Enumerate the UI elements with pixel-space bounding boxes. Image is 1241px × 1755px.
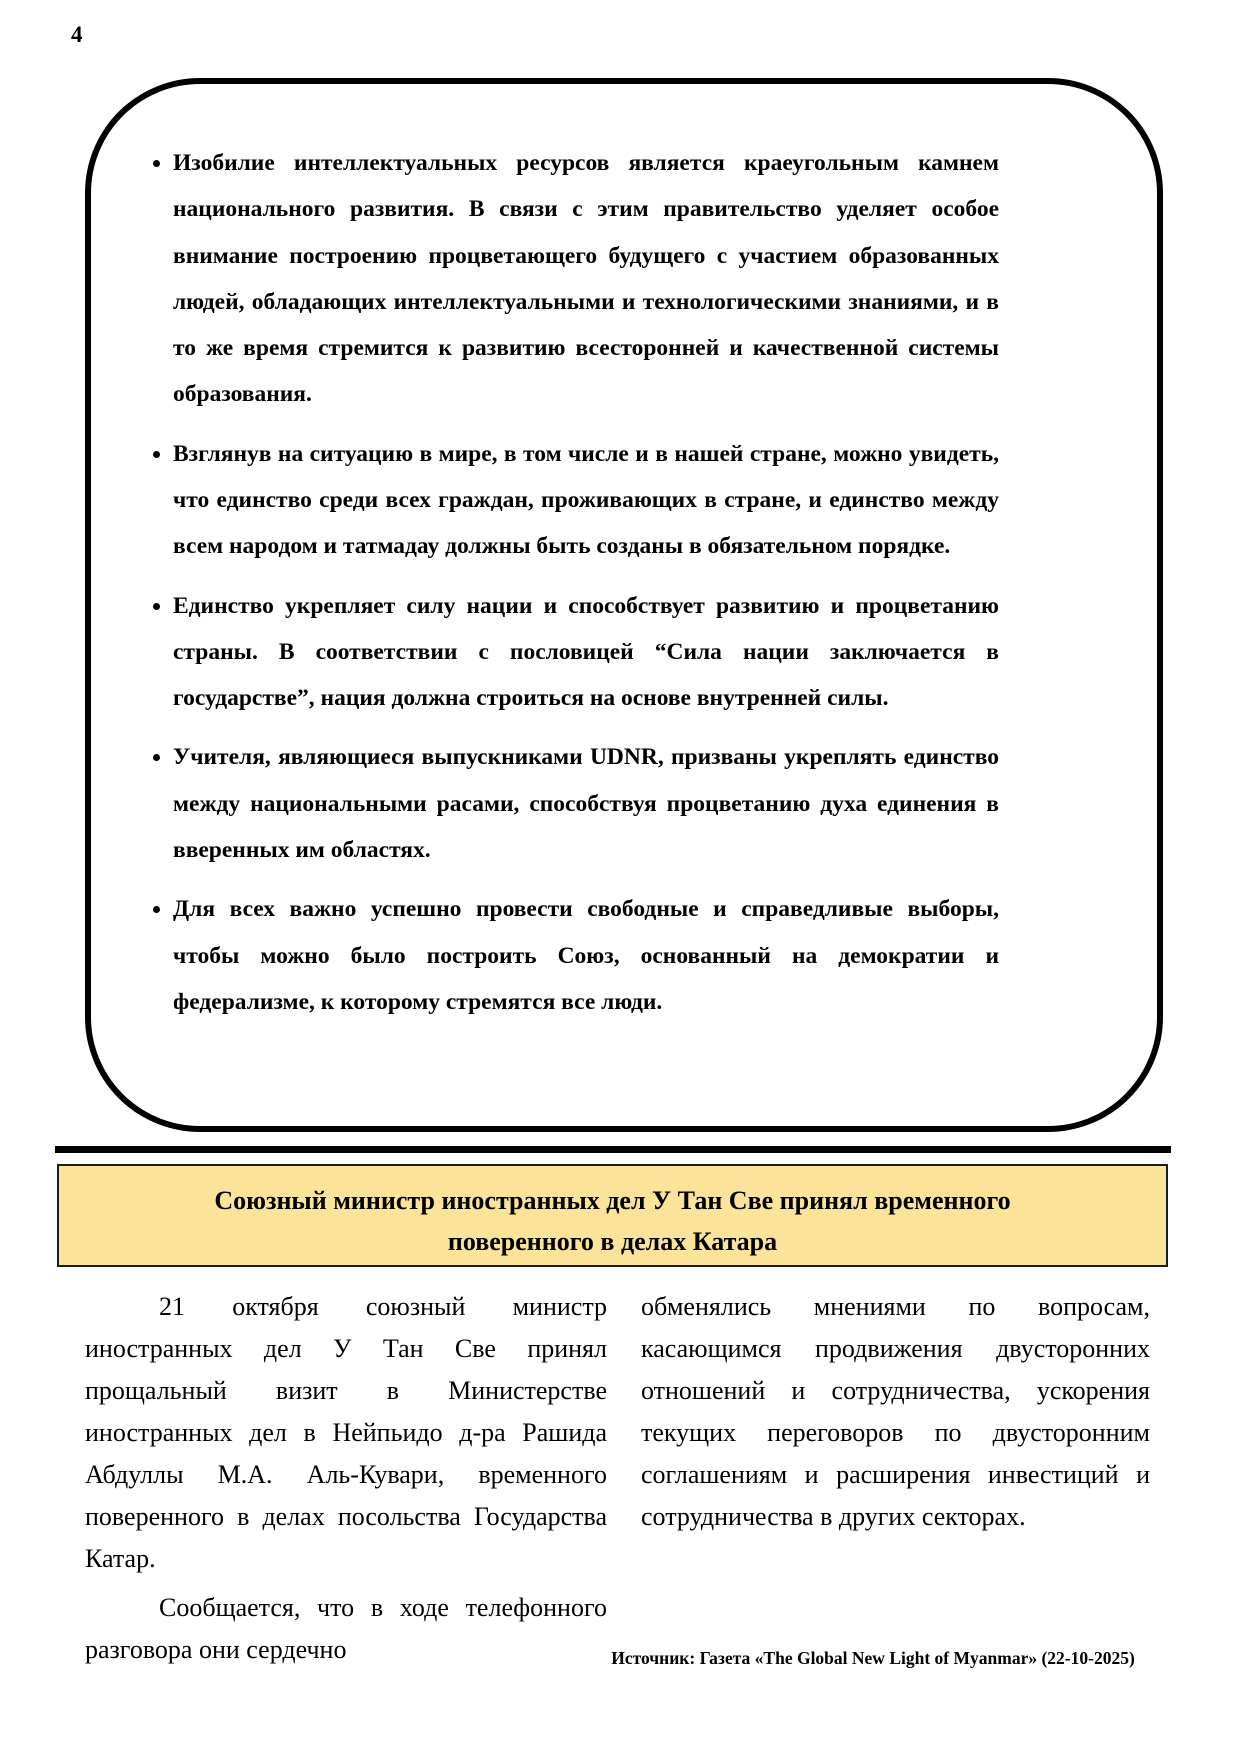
article-title-line: поверенного в делах Катара [447, 1227, 778, 1256]
source-attribution: Источник: Газета «The Global New Light of Myanmar» (22-10-2025) [611, 1648, 1135, 1668]
article-title-banner [57, 1164, 1168, 1267]
key-point-item: • Изобилие интеллектуальных ресурсов является краеугольным камнем национального развития. В связи с этим правительство уделяет особое внимание построению процветающего будущего с участием образованных людей, обладающих интеллектуальными и технологическими знаниями, и в то же время стремится к развитию всесторонней и качественной системы образования. [173, 140, 999, 418]
article-body [85, 1286, 1150, 1671]
article-paragraph: обменялись мнениями по вопросам, касающимся продвижения двусторонних отношений и сотрудничества, ускорения текущих переговоров по двусторонним соглашениям и расширения инвестиций и сотрудничества в других секторах. [641, 1292, 1150, 1531]
key-point-item: • Взглянув на ситуацию в мире, в том числе и в нашей стране, можно увидеть, что единство среди всех граждан, проживающих в стране, и единство между всем народом и татмадау должны быть созданы в обязательном порядке. [173, 431, 999, 570]
key-point-item: • Для всех важно успешно провести свободные и справедливые выборы, чтобы можно было построить Союз, основанный на демократии и федерализме, к которому стремятся все люди. [173, 886, 999, 1025]
article-column-right [641, 1286, 1150, 1671]
section-divider [55, 1146, 1171, 1153]
key-points-box [85, 78, 1163, 1132]
article-title-line: Союзный министр иностранных дел У Тан Све принял временного [214, 1186, 1011, 1215]
article-column-left [85, 1286, 607, 1671]
key-point-item: • Единство укрепляет силу нации и способствует развитию и процветанию страны. В соответствии с пословицей “Сила нации заключается в государстве”, нация должна строиться на основе внутренней силы. [173, 583, 999, 722]
page-number: 4 [71, 22, 83, 47]
key-point-item: • Учителя, являющиеся выпускниками UDNR, призваны укреплять единство между национальными расами, способствуя процветанию духа единения в вверенных им областях. [173, 734, 999, 873]
article-paragraph: 21 октября союзный министр иностранных дел У Тан Све принял прощальный визит в Министерстве иностранных дел в Нейпьидо д-ра Рашида Абдуллы М.А. Аль-Кувари, временного поверенного в делах посольства Государства Катар. [85, 1292, 607, 1573]
key-points-list [115, 140, 999, 1025]
article-paragraph: Сообщается, что в ходе телефонного разговора они сердечно [85, 1593, 607, 1664]
